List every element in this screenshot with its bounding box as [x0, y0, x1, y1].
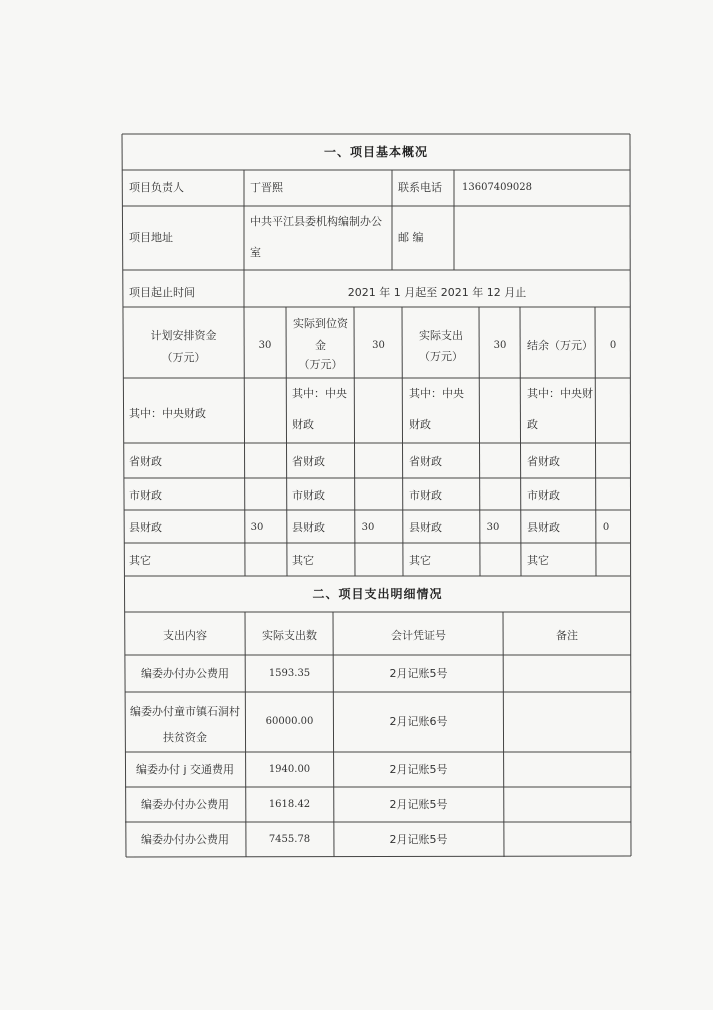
header-note: 备注 — [556, 629, 578, 642]
county-actual-label: 县财政 — [292, 521, 325, 534]
row3-content: 编委办付 j 交通费用 — [135, 763, 235, 776]
phone-label: 联系电话 — [398, 181, 442, 194]
period-value: 2021 年 1 月起至 2021 年 12 月止 — [347, 286, 527, 299]
address-line2: 室 — [250, 246, 261, 259]
county-actual: 30 — [361, 522, 375, 533]
actual-label-line1: 实际到位资 — [293, 317, 348, 330]
plan-value: 30 — [258, 340, 272, 351]
header-voucher: 会计凭证号 — [391, 629, 446, 642]
row4-voucher: 2月记账5号 — [389, 798, 448, 811]
phone-value: 13607409028 — [462, 182, 532, 193]
row5-content: 编委办付办公费用 — [141, 833, 229, 846]
row1-amount: 1593.35 — [268, 668, 311, 679]
address-label: 项目地址 — [129, 231, 173, 244]
spent-label-line1: 实际支出 — [419, 329, 463, 342]
row2-voucher: 2月记账6号 — [389, 715, 448, 728]
section1-title: 一、项目基本概况 — [323, 145, 428, 159]
provincial-spent: 省财政 — [409, 455, 442, 468]
county-balance: 0 — [602, 522, 610, 533]
central-actual-line1: 其中：中央 — [292, 387, 347, 400]
provincial-label: 省财政 — [129, 455, 162, 468]
period-label: 项目起止时间 — [129, 286, 195, 299]
row3-voucher: 2月记账5号 — [389, 763, 448, 776]
row2-content-line2: 扶贫资金 — [163, 731, 207, 744]
header-content: 支出内容 — [163, 629, 207, 642]
header-amount: 实际支出数 — [262, 629, 317, 642]
leader-value: 丁晋熙 — [250, 181, 283, 194]
county-spent: 30 — [486, 522, 500, 533]
county-plan: 30 — [250, 522, 264, 533]
central-actual-line2: 财政 — [292, 418, 314, 431]
row2-amount: 60000.00 — [265, 716, 314, 727]
plan-label-line1: 计划安排资金 — [150, 329, 217, 342]
actual-value: 30 — [372, 340, 385, 351]
section2-title: 二、项目支出明细情况 — [312, 587, 443, 601]
actual-label-line2: 金 — [315, 339, 326, 352]
postcode-label: 邮 编 — [398, 231, 424, 244]
row4-amount: 1618.42 — [268, 799, 311, 810]
row3-amount: 1940.00 — [268, 764, 311, 775]
city-label: 市财政 — [129, 489, 162, 502]
central-balance-line2: 政 — [527, 418, 538, 431]
balance-value: 0 — [609, 340, 617, 351]
other-label: 其它 — [129, 554, 151, 567]
spent-value: 30 — [493, 340, 507, 351]
row5-voucher: 2月记账5号 — [389, 833, 448, 846]
address-line1: 中共平江县委机构编制办公 — [250, 215, 382, 228]
row4-content: 编委办付办公费用 — [141, 798, 229, 811]
provincial-actual: 省财政 — [292, 455, 325, 468]
spent-label-line2: （万元） — [419, 350, 463, 363]
central-balance-line1: 其中：中央财 — [527, 387, 593, 400]
row2-content-line1: 编委办付童市镇石洞村 — [130, 705, 240, 718]
city-actual: 市财政 — [292, 489, 325, 502]
balance-label: 结余（万元） — [527, 339, 593, 352]
row1-voucher: 2月记账5号 — [389, 667, 448, 680]
other-spent: 其它 — [409, 554, 431, 567]
provincial-balance: 省财政 — [527, 455, 560, 468]
city-spent: 市财政 — [409, 489, 442, 502]
county-balance-label: 县财政 — [527, 521, 560, 534]
other-balance: 其它 — [527, 554, 549, 567]
row5-amount: 7455.78 — [268, 834, 311, 845]
county-label: 县财政 — [129, 521, 162, 534]
county-spent-label: 县财政 — [409, 521, 442, 534]
central-label: 其中：中央财政 — [129, 407, 206, 420]
city-balance: 市财政 — [527, 489, 560, 502]
central-spent-line2: 财政 — [409, 418, 431, 431]
other-actual: 其它 — [292, 554, 314, 567]
actual-label-line3: （万元） — [298, 358, 343, 371]
row1-content: 编委办付办公费用 — [141, 667, 229, 680]
central-spent-line1: 其中：中央 — [409, 387, 464, 400]
leader-label: 项目负责人 — [129, 181, 184, 194]
plan-label-line2: （万元） — [161, 351, 206, 364]
